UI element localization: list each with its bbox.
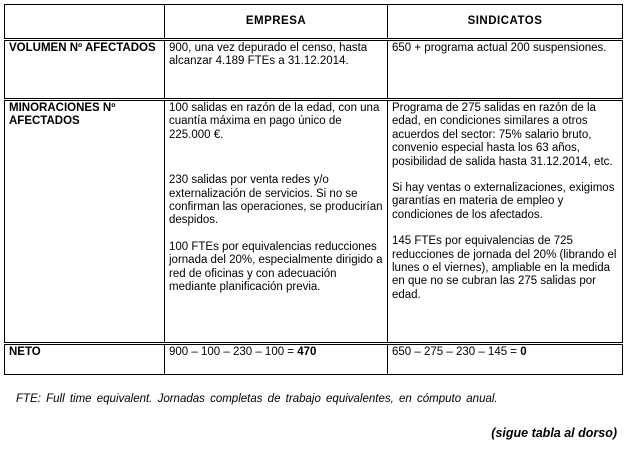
sindicatos-paragraph: 145 FTEs por equivalencias de 725 reducciones de jornada del 20% (librando el lunes o el viernes), ampliable en la medida en que no se cubran las 275 salidas por edad. bbox=[392, 235, 617, 301]
footnote: FTE: Full time equivalent. Jornadas completas de trabajo equivalentes, en cómputo anual. bbox=[16, 393, 498, 405]
row-label-neto: NETO bbox=[5, 344, 165, 375]
row-label-minoraciones: MINORACIONES Nº AFECTADOS bbox=[5, 100, 165, 344]
row-minoraciones bbox=[5, 100, 623, 344]
sindicatos-paragraph: Si hay ventas o externalizaciones, exigimos garantías en materia de empleo y condiciones de los afectados. bbox=[392, 182, 615, 221]
row-label-volumen: VOLUMEN Nº AFECTADOS bbox=[5, 40, 165, 100]
sindicatos-paragraph: Programa de 275 salidas en razón de la edad, en condiciones similares a otros acuerdos del sector: 75% salario bruto, convenio especial hasta los 63 años, posibilidad de salida hasta 31.12.2014, etc. bbox=[392, 102, 613, 168]
header-empty-cell bbox=[5, 5, 165, 40]
table-header-row bbox=[5, 5, 623, 40]
cell-neto-sindicatos bbox=[388, 344, 623, 375]
cell-volumen-sindicatos: 650 + programa actual 200 suspensiones. bbox=[388, 40, 623, 100]
cell-minoraciones-empresa bbox=[165, 100, 388, 344]
row-neto bbox=[5, 344, 623, 375]
comparison-table bbox=[4, 4, 623, 375]
neto-sindicatos-result: 0 bbox=[520, 346, 527, 358]
empresa-paragraph: 230 salidas por venta redes y/o externalización de servicios. Si no se confirman las operaciones, se producirían despidos. bbox=[169, 174, 383, 227]
cell-neto-empresa bbox=[165, 344, 388, 375]
neto-empresa-formula: 900 – 100 – 230 – 100 = bbox=[169, 346, 298, 358]
empresa-paragraph: 100 FTEs por equivalencias reducciones jornada del 20%, especialmente dirigido a red de oficinas y con adecuación mediante planificación previa. bbox=[169, 240, 383, 294]
cell-volumen-empresa: 900, una vez depurado el censo, hasta alcanzar 4.189 FTEs a 31.12.2014. bbox=[165, 40, 388, 100]
row-volumen bbox=[5, 40, 623, 100]
empresa-paragraph: 100 salidas en razón de la edad, con una cuantía máxima en pago único de 225.000 €. bbox=[169, 102, 380, 141]
neto-sindicatos-formula: 650 – 275 – 230 – 145 = bbox=[392, 346, 521, 358]
neto-empresa-result: 470 bbox=[297, 346, 317, 358]
header-empresa: EMPRESA bbox=[165, 5, 388, 40]
continued-note: (sigue tabla al dorso) bbox=[491, 426, 617, 440]
header-sindicatos: SINDICATOS bbox=[388, 5, 623, 40]
cell-minoraciones-sindicatos bbox=[388, 100, 623, 344]
